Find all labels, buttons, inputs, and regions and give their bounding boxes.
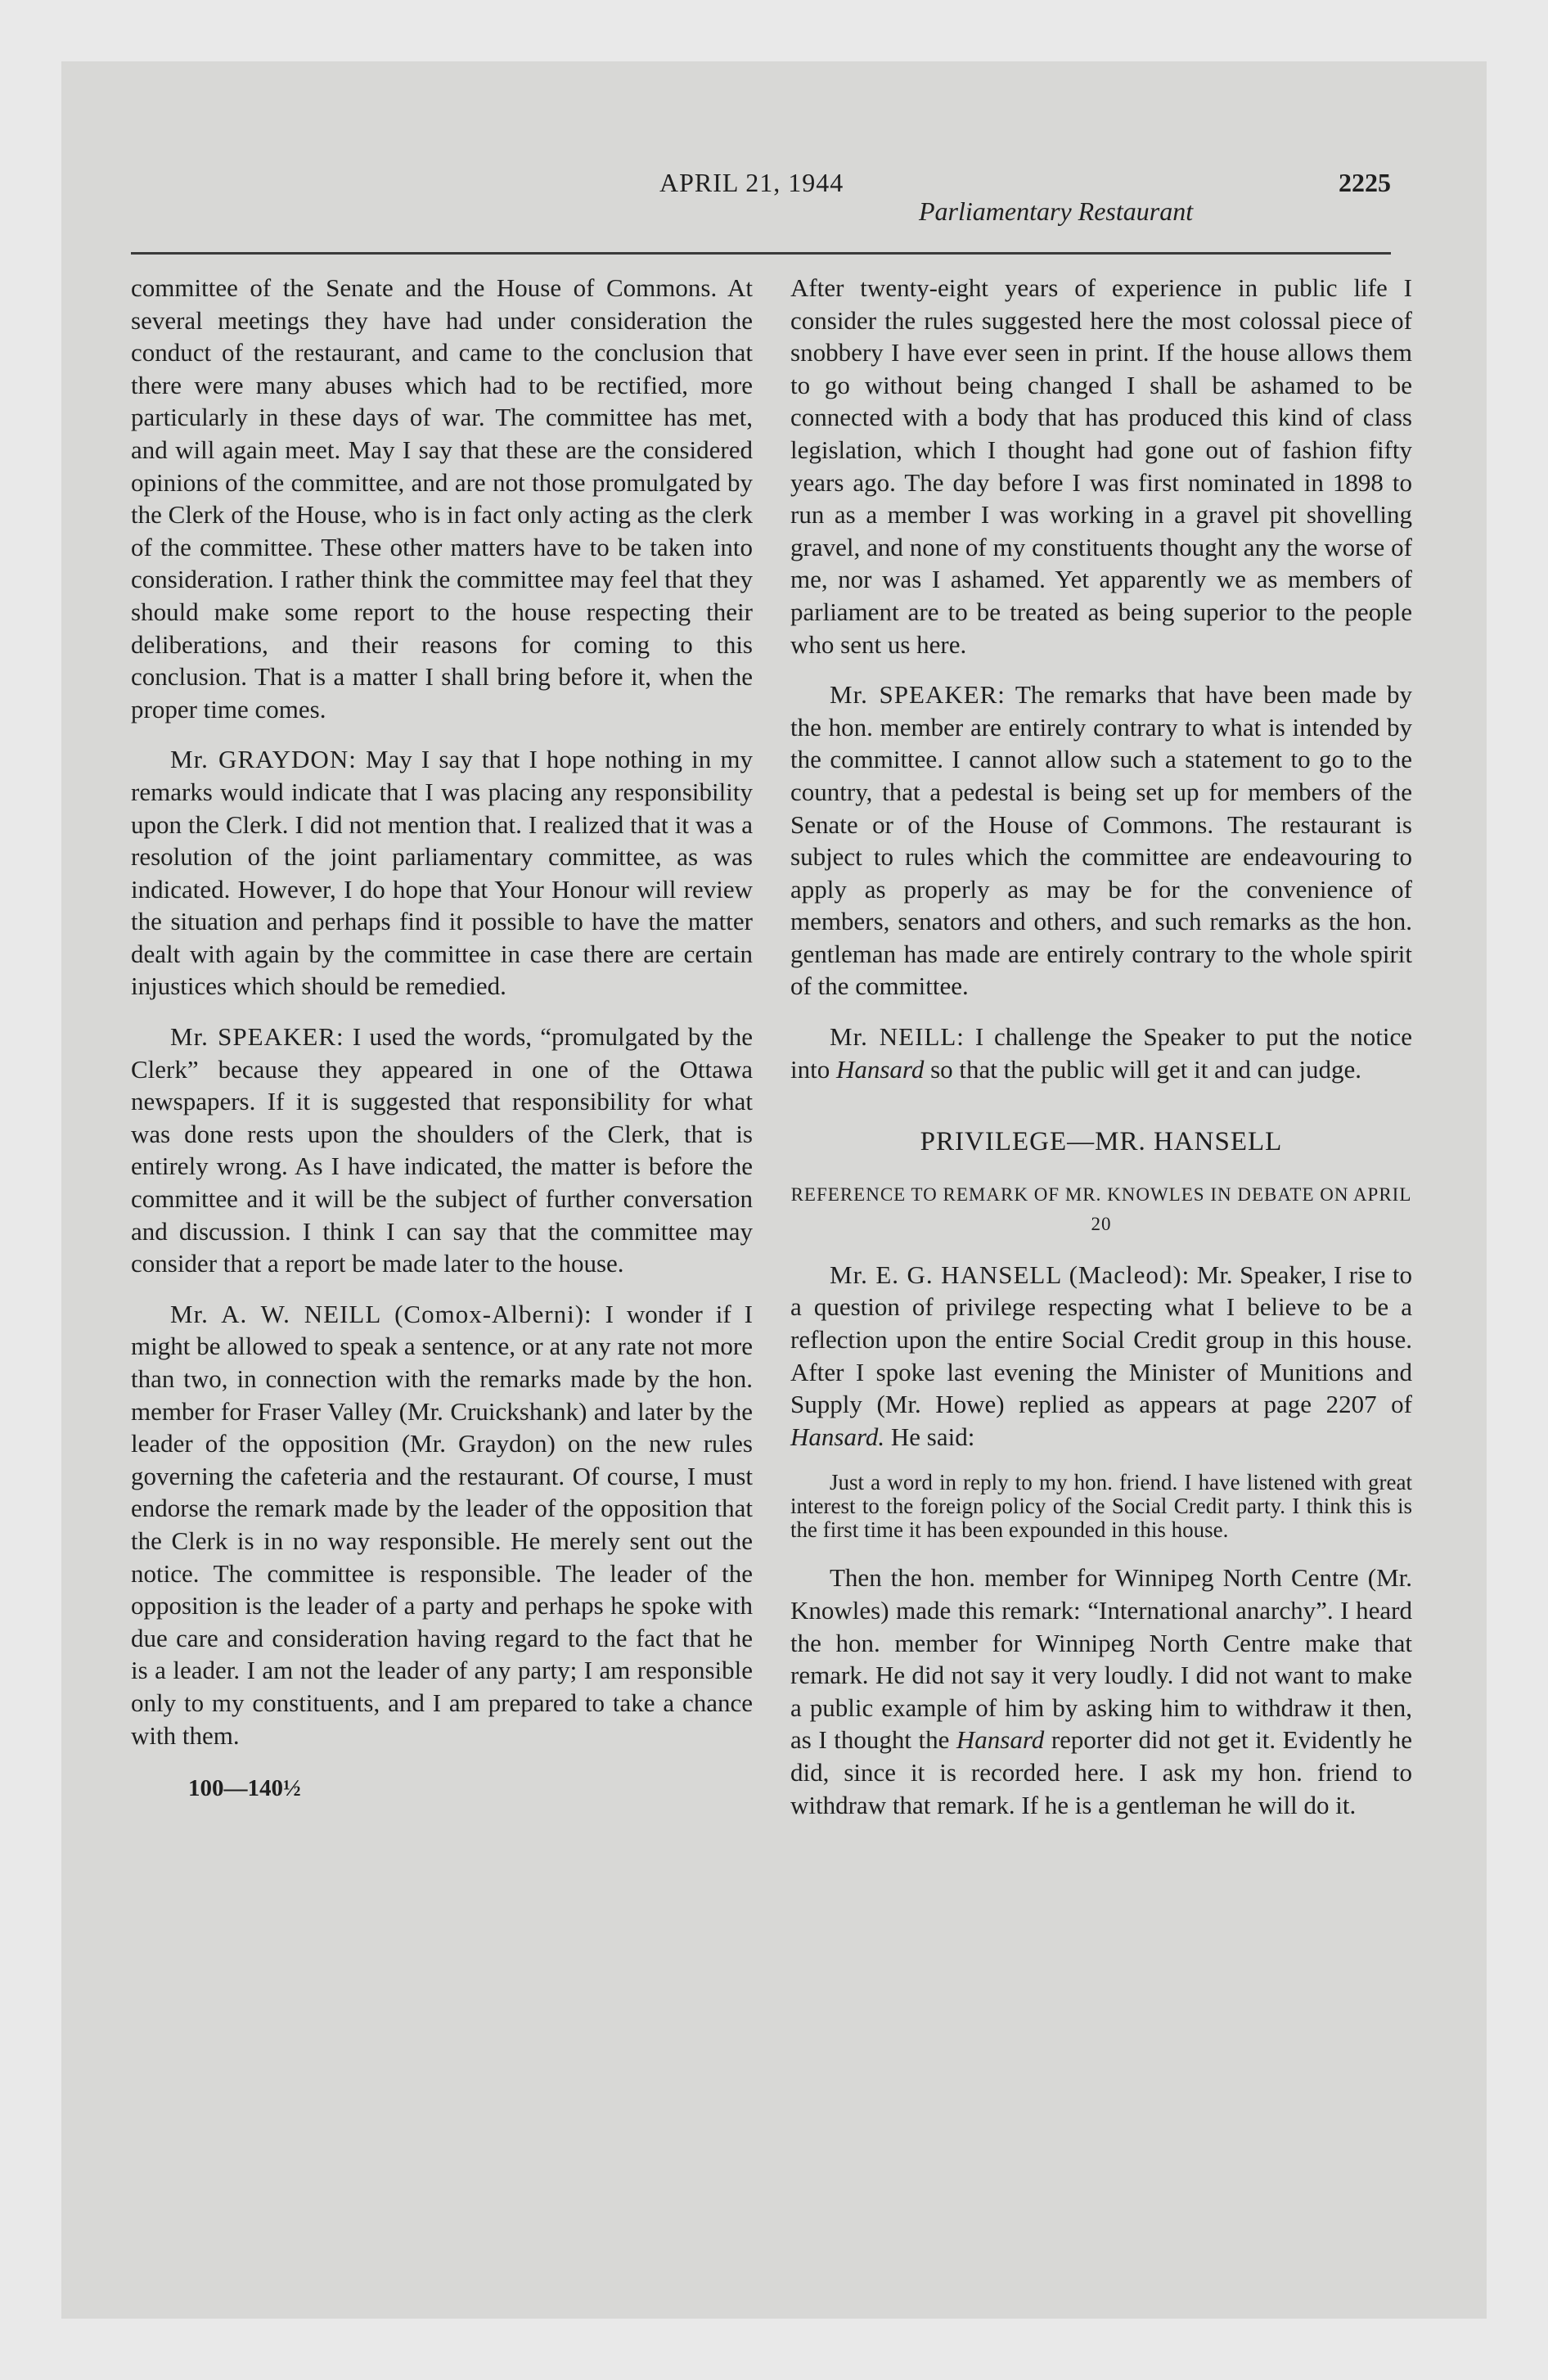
hansard-italic: Hansard bbox=[835, 1054, 925, 1084]
section-subheading: REFERENCE TO REMARK OF MR. KNOWLES IN DEBATE ON APRIL 20 bbox=[790, 1183, 1412, 1234]
paragraph: After twenty-eight years of experience in public life I consider the rules suggested here the most colossal piece of snobbery I have ever seen in print. If the house allows them to go without being changed I shall be ashamed to be connected with a body that has produced this kind of class legislation, which I thought had gone out of fashion fifty years ago. The day before I was first nominated in 1898 to run as a member I was working in a gravel pit shovelling gravel, and none of my constituents thought any the worse of me, nor was I ashamed. Yet apparently we as members of parliament are to be treated as being superior to the people who sent us here. bbox=[790, 273, 1412, 659]
paragraph: committee of the Senate and the House of Commons. At several meetings they have had under consideration the conduct of the restaurant, and came to the conclusion that there were many abuses which had to be rectified, more particularly in these days of war. The committee has met, and will again meet. May I say that these are the considered opinions of the committee, and are not those promulgated by the Clerk of the House, who is in fact only acting as the clerk of the committee. These other matters have to be taken into consideration. I rather think the committee may feel that they should make some report to the house respecting their deliberations, and their reasons for coming to this conclusion. That is a matter I shall bring before it, when the proper time comes. bbox=[131, 273, 753, 723]
section-heading: PRIVILEGE—MR. HANSELL bbox=[920, 1127, 1283, 1157]
left-column bbox=[131, 272, 753, 1805]
signature-mark: 100—140½ bbox=[188, 1775, 301, 1802]
speaker-name: Mr. A. W. NEILL (Comox-Alberni): bbox=[170, 1299, 592, 1328]
header-rule bbox=[131, 252, 1391, 255]
speaker-name: Mr. NEILL: bbox=[830, 1022, 965, 1052]
speaker-name: Mr. E. G. HANSELL (Macleod): bbox=[830, 1260, 1190, 1289]
paragraph: Mr. NEILL: I challenge the Speaker to put the notice into Hansard so that the public will get it and can judge. bbox=[790, 1022, 1413, 1084]
header-date: APRIL 21, 1944 bbox=[659, 168, 844, 197]
paragraph: Mr. A. W. NEILL (Comox-Alberni): I wonder if I might be allowed to speak a sentence, or at any rate not more than two, in connection with the remarks made by the hon. member for Fraser Valley (Mr. Cruickshank) and later by the leader of the opposition (Mr. Graydon) on the new rules governing the cafeteria and the restaurant. Of course, I must endorse the remark made by the leader of the opposition that the Clerk is in no way responsible. He merely sent out the notice. The committee is responsible. The leader of the opposition is the leader of a party and perhaps he spoke with due care and consideration having regard to the fact that he is a leader. I am not the leader of any party; I am responsible only to my constituents, and I am prepared to take a chance with them. bbox=[131, 1299, 754, 1750]
speaker-name: Mr. GRAYDON: bbox=[170, 745, 357, 774]
paragraph: Mr. SPEAKER: I used the words, “promulgated by the Clerk” because they appeared in one of the Ottawa newspapers. If it is suggested that responsibility for what was done rests upon the shoulders of the Clerk, that is entirely wrong. As I have indicated, the matter is before the committee and it will be the subject of further conversation and discussion. I think I can say that the committee may consider that a report be made later to the house. bbox=[131, 1022, 754, 1278]
paragraph: Mr. SPEAKER: The remarks that have been made by the hon. member are entirely contrary to what is intended by the committee. I cannot allow such a statement to go to the country, that a pedestal is being set up for members of the Senate or of the House of Commons. The restaurant is subject to rules which the committee are endeavouring to apply as properly as may be for the convenience of members, senators and others, and such remarks as the hon. gentleman has made are entirely contrary to the whole spirit of the committee. bbox=[790, 680, 1412, 1001]
paragraph: Mr. E. G. HANSELL (Macleod): Mr. Speaker, I rise to a question of privilege respecting what I believe to be a reflection upon the entire Social Credit group in this house. After I spoke last evening the Minister of Munitions and Supply (Mr. Howe) replied as appears at page 2207 of Hansard. He said: bbox=[790, 1260, 1412, 1451]
paragraph: Then the hon. member for Winnipeg North Centre (Mr. Knowles) made this remark: “International anarchy”. I heard the hon. member for Winnipeg North Centre make that remark. He did not say it very loudly. I did not want to make a public example of him by asking him to withdraw it then, as I thought the Hansard reporter did not get it. Evidently he did, since it is recorded here. I ask my hon. friend to withdraw that remark. If he is a gentleman he will do it. bbox=[790, 1563, 1413, 1819]
header-section-title: Parliamentary Restaurant bbox=[919, 196, 1194, 226]
page-header bbox=[131, 156, 1391, 237]
quotation: Just a word in reply to my hon. friend. I have listened with great interest to the foreign policy of the Social Credit party. I think this is the first time it has been expounded in this house. bbox=[790, 1470, 1412, 1543]
hansard-italic: Hansard. bbox=[790, 1422, 885, 1451]
hansard-italic: Hansard bbox=[956, 1725, 1045, 1755]
right-column bbox=[790, 272, 1412, 1839]
paragraph: Mr. GRAYDON: May I say that I hope nothing in my remarks would indicate that I was placing any responsibility upon the Clerk. I did not mention that. I realized that it was a resolution of the joint parliamentary committee, as was indicated. However, I do hope that Your Honour will review the situation and perhaps find it possible to have the matter dealt with again by the committee in case there are certain injustices which should be remedied. bbox=[131, 745, 753, 1001]
page-number: 2225 bbox=[1339, 168, 1391, 197]
speaker-name: Mr. SPEAKER: bbox=[170, 1022, 344, 1052]
speaker-name: Mr. SPEAKER: bbox=[830, 680, 1006, 710]
